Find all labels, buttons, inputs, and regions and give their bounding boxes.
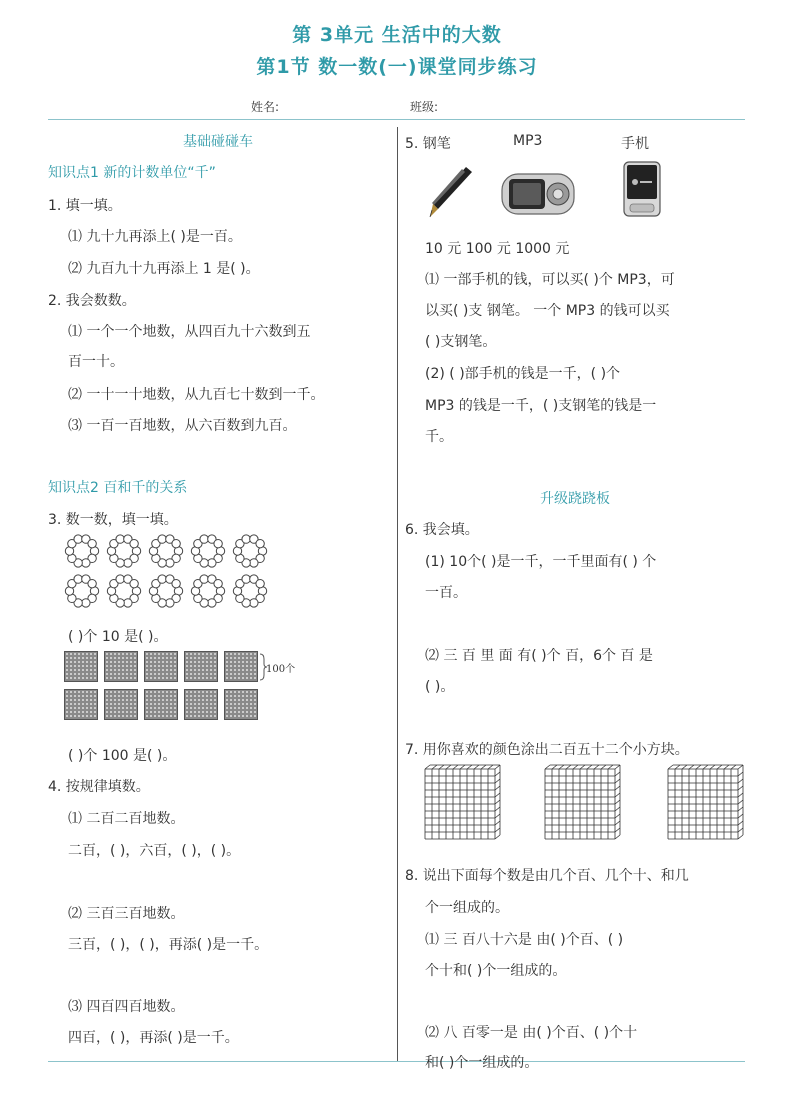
hundred-grid — [544, 764, 624, 840]
hundred-square — [224, 651, 258, 682]
ring-of-ten — [190, 533, 226, 569]
q8-a-line1: ⑴ 三 百八十六是 由( )个百、( ) — [425, 932, 624, 948]
q8-a-line2: 个十和( )个一组成的。 — [425, 963, 567, 979]
section-upgrade: 升级跷跷板 — [540, 491, 610, 507]
q4-stem: 4. 按规律填数。 — [48, 779, 150, 795]
mobile-phone-icon — [622, 160, 662, 218]
q1-b: ⑵ 九百九十九再添上 1 是( )。 — [68, 261, 260, 277]
q8-b-line1: ⑵ 八 百零一是 由( )个百、( )个十 — [425, 1025, 638, 1041]
footer-divider — [48, 1061, 745, 1062]
q6-stem: 6. 我会填。 — [405, 522, 479, 538]
q2-a-line1: ⑴ 一个一个地数，从四百九十六数到五 — [68, 324, 311, 340]
ring-of-ten — [232, 573, 268, 609]
knowledge-point-2: 知识点2 百和千的关系 — [48, 480, 188, 496]
ring-of-ten — [106, 533, 142, 569]
ring-of-ten — [64, 533, 100, 569]
q2-c: ⑶ 一百一百地数，从六百数到九百。 — [68, 418, 297, 434]
pen-icon — [424, 163, 476, 221]
q5-mp3-label: MP3 — [513, 133, 543, 149]
q4-a: ⑴ 二百二百地数。 — [68, 811, 185, 827]
q4-b-fill: 三百，( )，( )，再添( )是一千。 — [68, 937, 269, 953]
q1-a: ⑴ 九十九再添上( )是一百。 — [68, 229, 242, 245]
hundred-square — [184, 689, 218, 720]
hundred-grid — [667, 764, 747, 840]
q3-stem: 3. 数一数，填一填。 — [48, 512, 178, 528]
hundred-grid — [424, 764, 504, 840]
column-divider — [397, 127, 398, 1062]
hundred-square — [144, 651, 178, 682]
section-title: 第1节 数一数(一)课堂同步练习 — [256, 56, 538, 78]
class-label: 班级: — [410, 100, 439, 114]
section-basic: 基础碰碰车 — [183, 134, 253, 150]
q4-b: ⑵ 三百三百地数。 — [68, 906, 185, 922]
q1-stem: 1. 填一填。 — [48, 198, 122, 214]
q5-a-line1: ⑴ 一部手机的钱，可以买( )个 MP3，可 — [425, 272, 675, 288]
hundred-square — [64, 651, 98, 682]
q5-a-line2: 以买( )支 钢笔。 一个 MP3 的钱可以买 — [425, 303, 670, 319]
hundred-square — [104, 651, 138, 682]
q2-b: ⑵ 一十一十地数，从九百七十数到一千。 — [68, 387, 325, 403]
q2-a-line2: 百一十。 — [68, 354, 124, 370]
q2-stem: 2. 我会数数。 — [48, 293, 136, 309]
hundred-square — [224, 689, 258, 720]
ring-of-ten — [64, 573, 100, 609]
ring-of-ten — [148, 573, 184, 609]
q3-b: ( )个 100 是( )。 — [68, 748, 177, 764]
ring-of-ten — [190, 573, 226, 609]
q3-a: ( )个 10 是( )。 — [68, 629, 168, 645]
q6-a-line1: (1) 10个( )是一千，一千里面有( ) 个 — [425, 554, 657, 570]
q5-b-line3: 千。 — [425, 429, 453, 445]
flower-groups-figure — [64, 533, 274, 611]
ring-of-ten — [148, 533, 184, 569]
q6-a-line2: 一百。 — [425, 585, 467, 601]
knowledge-point-1: 知识点1 新的计数单位“千” — [48, 165, 216, 181]
label-100: 100个 — [266, 664, 296, 675]
hundred-square — [184, 651, 218, 682]
q8-stem-line2: 个一组成的。 — [425, 900, 509, 916]
ring-of-ten — [106, 573, 142, 609]
cube-grids-figure — [424, 764, 754, 840]
mp3-player-icon — [501, 170, 577, 218]
q5-pen-label: 5. 钢笔 — [405, 136, 451, 152]
name-label: 姓名: — [251, 100, 280, 114]
q4-a-fill: 二百，( )，六百，( )，( )。 — [68, 843, 241, 859]
unit-title: 第 3单元 生活中的大数 — [292, 24, 502, 46]
ring-of-ten — [232, 533, 268, 569]
q4-c-fill: 四百，( )，再添( )是一千。 — [68, 1030, 239, 1046]
q5-prices: 10 元 100 元 1000 元 — [425, 241, 570, 257]
q5-b-line1: (2) ( )部手机的钱是一千，( )个 — [425, 366, 621, 382]
hundred-square — [104, 689, 138, 720]
q5-phone-label: 手机 — [621, 136, 649, 152]
q4-c: ⑶ 四百四百地数。 — [68, 999, 185, 1015]
hundred-square — [144, 689, 178, 720]
q7-stem: 7. 用你喜欢的颜色涂出二百五十二个小方块。 — [405, 742, 689, 758]
header-divider — [48, 119, 745, 120]
q6-b-line2: ( )。 — [425, 679, 455, 695]
q6-b-line1: ⑵ 三 百 里 面 有( )个 百，6个 百 是 — [425, 648, 653, 664]
q5-a-line3: ( )支钢笔。 — [425, 334, 497, 350]
hundred-square — [64, 689, 98, 720]
q8-stem-line1: 8. 说出下面每个数是由几个百、几个十、和几 — [405, 868, 689, 884]
q5-b-line2: MP3 的钱是一千，( )支钢笔的钱是一 — [425, 398, 657, 414]
q8-b-line2: 和( )个一组成的。 — [425, 1055, 539, 1071]
